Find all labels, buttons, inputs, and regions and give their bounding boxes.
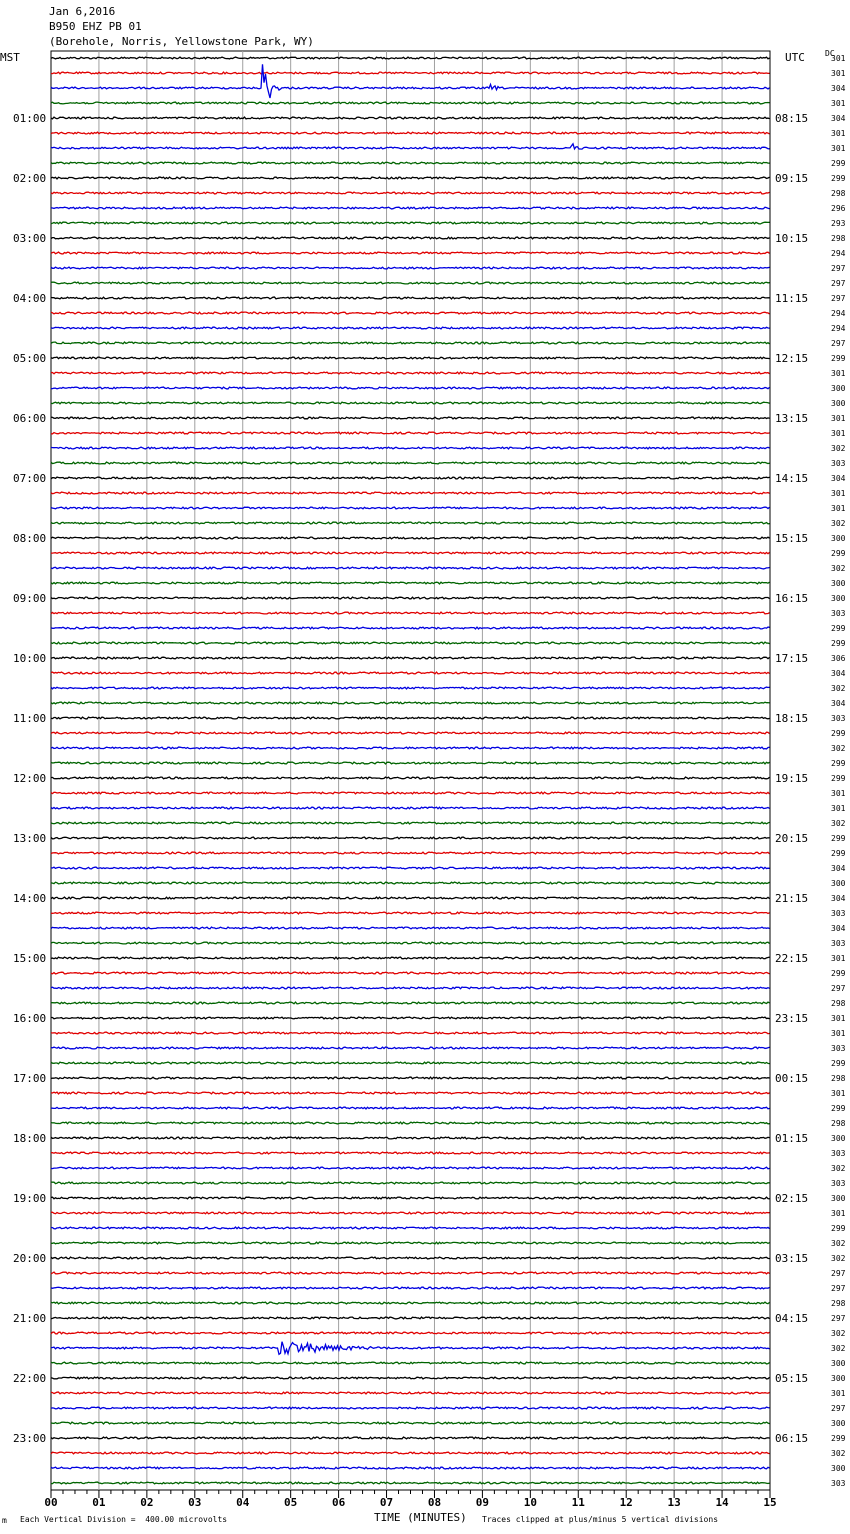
dc-offset-label: 303 [831,1044,846,1053]
dc-offset-label: 301 [831,429,846,438]
dc-offset-label: 294 [831,249,846,258]
dc-offset-label: 300 [831,534,846,543]
trace-line [51,1152,770,1154]
dc-offset-label: 300 [831,1359,846,1368]
dc-offset-label: 301 [831,1089,846,1098]
mst-hour-label: 21:00 [13,1312,47,1325]
trace-line [51,807,770,809]
trace-line [51,417,770,419]
trace-line [51,987,770,989]
dc-offset-label: 302 [831,1239,846,1248]
trace-line [51,282,770,284]
dc-offset-label: 294 [831,324,846,333]
trace-line [51,642,770,644]
trace-line [51,1392,770,1394]
utc-hour-label: 08:15 [775,112,809,125]
dc-offset-label: 301 [831,1029,846,1038]
dc-offset-label: 297 [831,279,846,288]
utc-hour-label: 15:15 [775,532,809,545]
dc-offset-label: 297 [831,339,846,348]
trace-line [51,222,770,224]
x-tick-label: 08 [427,1496,442,1509]
dc-offset-label: 298 [831,999,846,1008]
trace-line [51,897,770,899]
trace-line [51,567,770,569]
dc-offset-label: 303 [831,1179,846,1188]
utc-hour-label: 04:15 [775,1312,809,1325]
trace-line [51,927,770,929]
trace-line [51,162,770,164]
x-tick-label: 06 [331,1496,346,1509]
trace-line [51,1017,770,1019]
trace-line [51,297,770,299]
dc-offset-label: 302 [831,444,846,453]
x-tick-label: 01 [92,1496,106,1509]
dc-offset-label: 299 [831,1224,846,1233]
trace-line [51,1047,770,1049]
dc-offset-label: 299 [831,624,846,633]
trace-line [51,492,770,494]
trace-line [51,477,770,479]
dc-offset-label: 299 [831,1434,846,1443]
trace-line [51,1122,770,1124]
dc-offset-label: 303 [831,609,846,618]
dc-offset-label: 302 [831,1449,846,1458]
dc-offset-label: 300 [831,594,846,603]
trace-line [51,1137,770,1139]
trace-line [51,537,770,539]
dc-offset-label: 300 [831,1419,846,1428]
dc-offset-label: 300 [831,1194,846,1203]
trace-line [51,1482,770,1484]
dc-offset-label: 299 [831,1059,846,1068]
mst-hour-label: 03:00 [13,232,47,245]
utc-hour-label: 00:15 [775,1072,809,1085]
dc-offset-label: 300 [831,1374,846,1383]
dc-offset-label: 302 [831,1344,846,1353]
trace-line [51,64,770,98]
dc-offset-label: 304 [831,84,846,93]
x-tick-label: 03 [188,1496,202,1509]
x-tick-label: 13 [667,1496,681,1509]
trace-line [51,1377,770,1379]
trace-line [51,1467,770,1469]
trace-line [51,972,770,974]
x-tick-label: 10 [523,1496,537,1509]
trace-line [51,912,770,914]
dc-offset-label: 301 [831,369,846,378]
dc-offset-label: 300 [831,399,846,408]
dc-offset-label: 293 [831,219,846,228]
trace-line [51,1182,770,1184]
dc-offset-label: 300 [831,879,846,888]
trace-line [51,1197,770,1199]
trace-line [51,852,770,854]
mst-hour-label: 22:00 [13,1372,47,1385]
dc-offset-label: 299 [831,1104,846,1113]
trace-line [51,1407,770,1409]
trace-line [51,522,770,524]
trace-line [51,252,770,254]
mst-hour-label: 06:00 [13,412,47,425]
trace-line [51,672,770,674]
mst-hour-label: 20:00 [13,1252,47,1265]
dc-offset-label: 299 [831,354,846,363]
trace-line [51,207,770,209]
trace-line [51,462,770,464]
dc-offset-label: 297 [831,1284,846,1293]
trace-line [51,867,770,869]
mst-hour-label: 18:00 [13,1132,47,1145]
utc-hour-label: 03:15 [775,1252,809,1265]
trace-line [51,1107,770,1109]
header-station: B950 EHZ PB 01 [49,20,142,33]
dc-offset-label: 297 [831,264,846,273]
scale-note: Each Vertical Division = 400.00 microvolts [20,1515,228,1524]
trace-line [51,762,770,764]
clip-note: Traces clipped at plus/minus 5 vertical divisions [482,1515,719,1524]
x-tick-label: 12 [619,1496,633,1509]
dc-offset-label: 301 [831,789,846,798]
utc-hour-label: 11:15 [775,292,809,305]
trace-line [51,1257,770,1259]
trace-line [51,327,770,329]
dc-offset-label: 303 [831,909,846,918]
utc-hour-label: 05:15 [775,1372,809,1385]
utc-hour-label: 22:15 [775,952,809,965]
utc-hour-label: 14:15 [775,472,809,485]
dc-offset-label: 300 [831,1134,846,1143]
dc-offset-label: 304 [831,699,846,708]
dc-offset-label: 298 [831,1119,846,1128]
dc-offset-label: 303 [831,939,846,948]
x-tick-label: 02 [140,1496,154,1509]
x-tick-label: 14 [715,1496,729,1509]
x-tick-label: 15 [763,1496,777,1509]
header-location: (Borehole, Norris, Yellowstone Park, WY) [49,35,314,48]
dc-offset-label: 298 [831,1074,846,1083]
trace-line [51,1302,770,1304]
utc-hour-label: 02:15 [775,1192,809,1205]
dc-offset-label: 301 [831,954,846,963]
utc-hour-label: 18:15 [775,712,809,725]
dc-offset-label: 300 [831,384,846,393]
trace-line [51,942,770,944]
trace-line [51,1422,770,1424]
trace-line [51,177,770,179]
trace-line [51,1167,770,1169]
dc-offset-label: 300 [831,1464,846,1473]
utc-hour-label: 13:15 [775,412,809,425]
mst-hour-label: 08:00 [13,532,47,545]
trace-line [51,597,770,599]
trace-line [51,357,770,359]
dc-offset-label: 299 [831,174,846,183]
trace-line [51,732,770,734]
dc-offset-label: 302 [831,684,846,693]
dc-offset-label: 299 [831,729,846,738]
trace-line [51,507,770,509]
trace-line [51,792,770,794]
utc-hour-label: 06:15 [775,1432,809,1445]
utc-hour-label: 23:15 [775,1012,809,1025]
mst-hour-label: 12:00 [13,772,47,785]
dc-offset-label: 294 [831,309,846,318]
x-tick-label: 11 [571,1496,585,1509]
mst-hour-label: 16:00 [13,1012,47,1025]
mst-hour-label: 01:00 [13,112,47,125]
trace-line [51,552,770,554]
header-date: Jan 6,2016 [49,5,116,18]
dc-offset-label: 297 [831,1314,846,1323]
trace-line [51,447,770,449]
dc-offset-label: 301 [831,69,846,78]
trace-line [51,312,770,314]
trace-line [51,1062,770,1064]
dc-offset-label: 304 [831,894,846,903]
utc-hour-label: 19:15 [775,772,809,785]
utc-hour-label: 17:15 [775,652,809,665]
dc-offset-label: 299 [831,159,846,168]
x-tick-label: 07 [379,1496,394,1509]
trace-line [51,687,770,689]
trace-line [51,402,770,404]
trace-line [51,582,770,584]
trace-line [51,1287,770,1289]
trace-line [51,1092,770,1094]
dc-offset-label: 299 [831,969,846,978]
trace-line [51,72,770,74]
dc-offset-label: 301 [831,504,846,513]
mst-hour-label: 15:00 [13,952,47,965]
trace-line [51,1437,770,1439]
scale-mark: m [2,1516,7,1525]
dc-offset-label: 302 [831,1164,846,1173]
mst-axis-label: MST [0,51,20,64]
dc-offset-label: 306 [831,654,846,663]
mst-hour-label: 11:00 [13,712,47,725]
mst-hour-label: 07:00 [13,472,47,485]
utc-axis-label: UTC [785,51,805,64]
trace-line [51,1032,770,1034]
mst-hour-label: 09:00 [13,592,47,605]
dc-offset-label: 301 [831,99,846,108]
dc-offset-label: 303 [831,714,846,723]
dc-offset-label: 301 [831,414,846,423]
trace-line [51,702,770,704]
dc-offset-label: 303 [831,1479,846,1488]
dc-offset-label: 297 [831,1404,846,1413]
utc-hour-label: 21:15 [775,892,809,905]
trace-line [51,117,770,119]
trace-line [51,57,770,59]
mst-hour-label: 14:00 [13,892,47,905]
dc-offset-label: 298 [831,1299,846,1308]
dc-offset-label: 299 [831,774,846,783]
trace-line [51,1317,770,1319]
trace-line [51,1342,770,1355]
trace-line [51,1002,770,1004]
trace-line [51,102,770,104]
x-tick-label: 04 [236,1496,250,1509]
dc-offset-label: 303 [831,459,846,468]
dc-offset-label: 301 [831,129,846,138]
utc-hour-label: 09:15 [775,172,809,185]
dc-offset-label: 301 [831,1014,846,1023]
dc-offset-label: 304 [831,669,846,678]
dc-offset-label: 301 [831,1209,846,1218]
trace-line [51,777,770,779]
trace-line [51,237,770,239]
dc-offset-label: 301 [831,144,846,153]
dc-offset-label: 300 [831,579,846,588]
trace-line [51,747,770,749]
mst-hour-label: 02:00 [13,172,47,185]
dc-label: DC [825,49,835,58]
trace-line [51,717,770,719]
utc-hour-label: 16:15 [775,592,809,605]
trace-line [51,132,770,134]
dc-offset-label: 299 [831,849,846,858]
mst-hour-label: 23:00 [13,1432,47,1445]
trace-line [51,342,770,344]
dc-offset-label: 298 [831,189,846,198]
dc-offset-label: 304 [831,114,846,123]
mst-hour-label: 04:00 [13,292,47,305]
mst-hour-label: 05:00 [13,352,47,365]
mst-hour-label: 10:00 [13,652,47,665]
dc-offset-label: 301 [831,54,846,63]
dc-offset-label: 302 [831,1254,846,1263]
dc-offset-label: 301 [831,804,846,813]
mst-hour-label: 13:00 [13,832,47,845]
dc-offset-label: 296 [831,204,846,213]
x-tick-label: 00 [44,1496,58,1509]
trace-line [51,822,770,824]
dc-offset-label: 298 [831,234,846,243]
dc-offset-label: 297 [831,1269,846,1278]
trace-line [51,387,770,389]
trace-line [51,1452,770,1454]
trace-line [51,1077,770,1079]
dc-offset-label: 304 [831,864,846,873]
trace-line [51,432,770,434]
utc-hour-label: 10:15 [775,232,809,245]
trace-line [51,882,770,884]
dc-offset-label: 304 [831,474,846,483]
dc-offset-label: 302 [831,564,846,573]
trace-line [51,1242,770,1244]
x-tick-label: 09 [475,1496,490,1509]
dc-offset-label: 301 [831,1389,846,1398]
x-tick-label: 05 [284,1496,298,1509]
mst-hour-label: 19:00 [13,1192,47,1205]
dc-offset-label: 297 [831,984,846,993]
trace-line [51,267,770,269]
trace-line [51,627,770,629]
trace-line [51,372,770,374]
trace-line [51,957,770,959]
dc-offset-label: 299 [831,639,846,648]
dc-offset-label: 301 [831,489,846,498]
trace-line [51,1272,770,1274]
dc-offset-label: 299 [831,834,846,843]
dc-offset-label: 302 [831,519,846,528]
dc-offset-label: 299 [831,549,846,558]
dc-offset-label: 304 [831,924,846,933]
trace-line [51,1332,770,1334]
trace-line [51,1362,770,1364]
utc-hour-label: 12:15 [775,352,809,365]
trace-line [51,192,770,194]
utc-hour-label: 20:15 [775,832,809,845]
dc-offset-label: 302 [831,819,846,828]
trace-line [51,1227,770,1229]
trace-line [51,1212,770,1214]
dc-offset-label: 302 [831,744,846,753]
dc-offset-label: 299 [831,759,846,768]
trace-line [51,612,770,614]
trace-line [51,144,770,149]
dc-offset-label: 297 [831,294,846,303]
mst-hour-label: 17:00 [13,1072,47,1085]
dc-offset-label: 302 [831,1329,846,1338]
dc-offset-label: 303 [831,1149,846,1158]
utc-hour-label: 01:15 [775,1132,809,1145]
trace-line [51,837,770,839]
x-axis-title: TIME (MINUTES) [374,1511,467,1524]
trace-line [51,657,770,659]
